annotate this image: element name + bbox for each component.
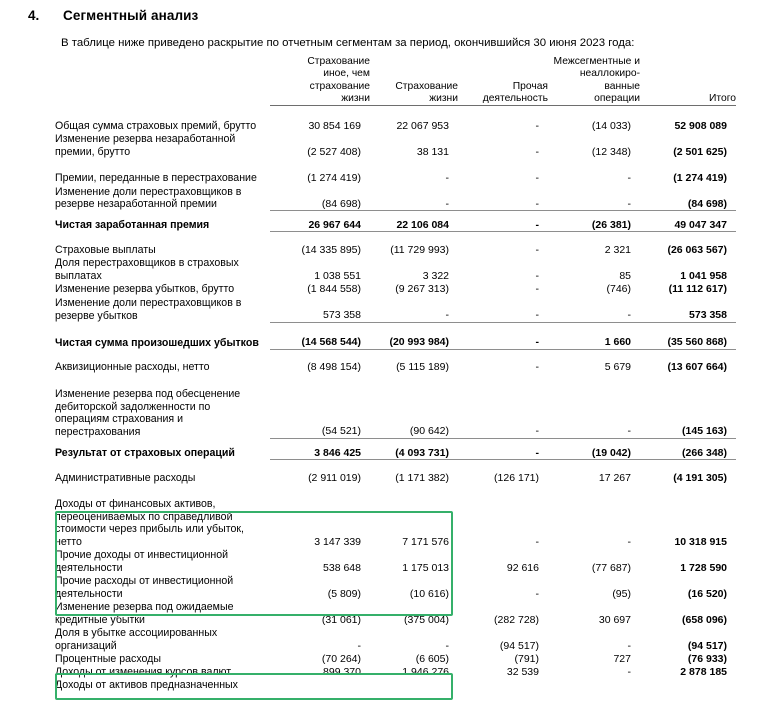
table-row <box>22 132 736 158</box>
table-row <box>22 106 736 133</box>
section-number: 4. <box>28 8 40 23</box>
row-value-c2: (4 093 731) <box>370 446 458 460</box>
row-value-c1: 899 370 <box>323 666 361 679</box>
row-label: Премии, переданные в перестрахование <box>55 171 257 184</box>
row-value-total: (16 520) <box>687 587 727 600</box>
header-col-1-l3: страхование <box>309 80 370 92</box>
row-value-c2: (375 004) <box>404 613 449 626</box>
row-label: Аквизиционные расходы, нетто <box>55 361 210 374</box>
row-label: Изменение доли перестраховщиков в резерве убытков <box>55 297 242 322</box>
table-row-highlighted <box>22 666 736 679</box>
row-value-c2: (10 616) <box>409 587 449 600</box>
row-label: Доходы от изменения курсов валют <box>55 666 232 679</box>
table-row-highlighted <box>22 484 736 548</box>
row-value-c1: 3 147 339 <box>314 535 361 548</box>
row-value-c1: (2 527 408) <box>307 145 361 158</box>
row-value-total: (658 096) <box>682 613 727 626</box>
row-label: Доходы от финансовых активов, переоцениваемых по справедливой стоимости через прибыль или убыток, нетто <box>55 497 244 548</box>
row-value-c2: (1 171 382) <box>395 471 449 484</box>
row-label: Административные расходы <box>55 471 196 484</box>
section-intro-text: В таблице ниже приведено раскрытие по отчетным сегментам за период, окончившийся 30 июня 2023 года: <box>61 37 635 49</box>
header-col-5 <box>640 56 736 106</box>
row-label: Доходы от активов предназначенных <box>55 679 238 692</box>
header-col-4-l4: операции <box>594 92 640 104</box>
row-value-total: 573 358 <box>640 296 736 323</box>
header-col-1-l2: иное, чем <box>323 68 370 80</box>
row-value-total: (2 501 625) <box>673 145 727 158</box>
header-col-4-l1: Межсегментные и <box>553 56 640 67</box>
row-value-c1: (70 264) <box>321 652 361 665</box>
row-value-c4: (19 042) <box>548 446 640 460</box>
table-row <box>22 374 736 439</box>
header-col-1-l4: жизни <box>341 92 370 104</box>
row-value-c1: 3 846 425 <box>270 446 370 460</box>
row-value-c3: - <box>535 171 539 184</box>
row-value-c4: 727 <box>613 652 631 665</box>
row-value-c4: - <box>627 171 631 184</box>
row-value-total: (1 274 419) <box>673 171 727 184</box>
row-label: Общая сумма страховых премий, брутто <box>55 119 257 132</box>
row-value-c1: - <box>357 639 361 652</box>
table-header-row <box>22 56 736 106</box>
row-value-c1: (54 521) <box>270 374 370 439</box>
table-row <box>22 243 736 256</box>
row-value-c2: - <box>445 171 449 184</box>
row-value-c2: (90 642) <box>370 374 458 439</box>
row-label: Изменение доли перестраховщиков в резерве незаработанной премии <box>55 185 242 211</box>
table-row-subtotal <box>22 322 736 349</box>
header-col-3-l2: деятельность <box>482 92 548 104</box>
row-label: Чистая сумма произошедших убытков <box>55 336 259 349</box>
row-value-total <box>640 679 736 692</box>
row-value-c3: - <box>535 119 539 132</box>
row-value-c3: - <box>535 587 539 600</box>
row-value-c4: 30 697 <box>598 613 631 626</box>
row-label: Изменение резерва убытков, брутто <box>55 283 235 296</box>
row-value-c3: 92 616 <box>506 561 539 574</box>
row-value-c2: 1 175 013 <box>402 561 449 574</box>
table-row-highlighted <box>22 548 736 574</box>
row-label: Изменение резерва под ожидаемые кредитные убытки <box>55 601 234 626</box>
row-value-c2: 22 106 084 <box>370 218 458 232</box>
spacer-row <box>22 232 736 244</box>
row-value-c3: - <box>535 283 539 296</box>
row-label: Чистая заработанная премия <box>55 219 210 232</box>
row-value-total: (266 348) <box>640 446 736 460</box>
row-value-c3: - <box>458 184 548 211</box>
row-value-c4: - <box>627 666 631 679</box>
row-value-c4: 2 321 <box>604 243 631 256</box>
row-value-c3: (94 517) <box>499 639 539 652</box>
header-col-2 <box>370 56 458 106</box>
row-value-c1: (1 844 558) <box>307 283 361 296</box>
table-row <box>22 361 736 374</box>
row-value-c3: - <box>535 243 539 256</box>
spacer-row <box>22 438 736 446</box>
table-row <box>22 626 736 652</box>
header-col-1-l1: Страхование <box>307 56 370 67</box>
row-value-total: (13 607 664) <box>667 361 727 374</box>
header-col-1 <box>270 56 370 106</box>
row-value-c2 <box>370 679 458 692</box>
row-value-c1: (8 498 154) <box>307 361 361 374</box>
row-value-c1: 30 854 169 <box>308 119 361 132</box>
header-col-5-l1: Итого <box>709 92 736 104</box>
row-label: Изменение резерва незаработанной премии, брутто <box>55 133 236 158</box>
row-value-c1: 26 967 644 <box>270 218 370 232</box>
row-value-c3: - <box>458 296 548 323</box>
row-value-c4: (14 033) <box>591 119 631 132</box>
row-value-c2: (5 115 189) <box>396 361 449 374</box>
header-col-4 <box>548 56 640 106</box>
row-value-c3: - <box>458 374 548 439</box>
row-value-c4: (746) <box>606 283 631 296</box>
row-value-total: (4 191 305) <box>673 471 727 484</box>
row-value-c4: 1 660 <box>548 322 640 349</box>
row-value-c1: (2 911 019) <box>308 471 361 484</box>
row-value-c3: (791) <box>514 652 539 665</box>
row-value-total: (76 933) <box>687 652 727 665</box>
table-row <box>22 652 736 665</box>
row-value-c4 <box>548 679 640 692</box>
spacer-row <box>22 460 736 472</box>
table-row <box>22 158 736 184</box>
row-value-c4: (77 687) <box>591 561 631 574</box>
table-row <box>22 257 736 283</box>
row-value-c3: - <box>458 446 548 460</box>
table-row <box>22 296 736 323</box>
row-value-c2: 7 171 576 <box>402 535 449 548</box>
row-label: Прочие расходы от инвестиционной деятельности <box>55 575 234 600</box>
row-value-c1: (5 809) <box>327 587 361 600</box>
row-value-c1 <box>270 679 370 692</box>
row-value-c1: (14 335 895) <box>301 243 361 256</box>
row-value-c1: (84 698) <box>270 184 370 211</box>
row-value-total: 49 047 347 <box>640 218 736 232</box>
row-value-c1: (31 061) <box>321 613 361 626</box>
row-value-c2: (6 605) <box>415 652 449 665</box>
row-value-c3 <box>458 679 548 692</box>
row-label: Доля перестраховщиков в страховых выплатах <box>55 257 239 282</box>
page-title: Сегментный анализ <box>63 8 199 23</box>
table-row-subtotal <box>22 446 736 460</box>
row-value-c3: - <box>458 322 548 349</box>
row-value-c2: (20 993 984) <box>370 322 458 349</box>
row-value-total: (145 163) <box>640 374 736 439</box>
row-value-c3: - <box>458 218 548 232</box>
row-value-total: 52 908 089 <box>674 119 727 132</box>
row-value-total: 10 318 915 <box>674 535 727 548</box>
row-value-c4: - <box>548 184 640 211</box>
row-label: Прочие доходы от инвестиционной деятельности <box>55 549 229 574</box>
row-value-c3: 32 539 <box>506 666 539 679</box>
row-value-total: 1 041 958 <box>680 269 727 282</box>
header-col-3 <box>458 56 548 106</box>
table-header <box>22 56 736 106</box>
row-value-c1: 573 358 <box>270 296 370 323</box>
table-row <box>22 600 736 626</box>
row-value-c2: - <box>445 639 449 652</box>
row-label: Страховые выплаты <box>55 243 156 256</box>
row-value-c4: (12 348) <box>591 145 631 158</box>
row-value-c3: - <box>535 535 539 548</box>
row-value-total: (26 063 567) <box>667 243 727 256</box>
row-value-total: (11 112 617) <box>668 283 727 296</box>
row-label: Результат от страховых операций <box>55 447 235 460</box>
row-value-total: 2 878 185 <box>680 666 727 679</box>
row-label: Доля в убытке ассоциированных организаций <box>55 627 218 652</box>
header-col-4-l3: ванные <box>604 80 640 92</box>
table-row <box>22 184 736 211</box>
row-value-c2: 38 131 <box>416 145 449 158</box>
row-value-c2: - <box>370 184 458 211</box>
row-value-c2: 1 946 276 <box>402 666 449 679</box>
row-value-c1: 1 038 551 <box>314 269 361 282</box>
row-value-c4: 17 267 <box>598 471 631 484</box>
row-value-c4: (95) <box>612 587 631 600</box>
header-col-2-l1: Страхование <box>395 80 458 92</box>
row-value-c3: (126 171) <box>494 471 539 484</box>
segment-analysis-table <box>22 56 736 692</box>
row-value-total: (94 517) <box>687 639 727 652</box>
header-label-cell <box>22 56 270 106</box>
row-value-c3: (282 728) <box>494 613 539 626</box>
row-value-total: (84 698) <box>640 184 736 211</box>
row-label: Процентные расходы <box>55 652 161 665</box>
row-value-c4: - <box>627 535 631 548</box>
row-value-total: (35 560 868) <box>640 322 736 349</box>
header-col-2-l2: жизни <box>429 92 458 104</box>
row-value-c1: 538 648 <box>323 561 361 574</box>
row-value-c2: (9 267 313) <box>395 283 449 296</box>
row-value-c4: 5 679 <box>604 361 631 374</box>
spacer-row <box>22 349 736 361</box>
row-value-c4: (26 381) <box>548 218 640 232</box>
row-value-c4: - <box>548 374 640 439</box>
row-value-c2: 22 067 953 <box>396 119 449 132</box>
row-value-c3: - <box>535 361 539 374</box>
spacer-row <box>22 211 736 219</box>
table-row-highlighted <box>22 574 736 600</box>
row-value-c1: (1 274 419) <box>307 171 361 184</box>
row-label: Изменение резерва под обесценение дебиторской задолженности по операциям страхования и перестрахования <box>55 388 241 438</box>
row-value-c2: (11 729 993) <box>390 243 449 256</box>
row-value-c4: 85 <box>619 269 631 282</box>
row-value-c4: - <box>548 296 640 323</box>
row-value-c4: - <box>627 639 631 652</box>
row-value-c3: - <box>535 145 539 158</box>
row-value-total: 1 728 590 <box>680 561 727 574</box>
header-col-4-l2: неаллокиро- <box>579 68 640 80</box>
section-heading <box>0 8 758 32</box>
table-row-subtotal <box>22 218 736 232</box>
table-row <box>22 283 736 296</box>
table-row <box>22 471 736 484</box>
row-value-c3: - <box>535 269 539 282</box>
table-row-cutoff <box>22 679 736 692</box>
row-value-c2: 3 322 <box>422 269 449 282</box>
header-col-3-l1: Прочая <box>512 80 548 92</box>
row-value-c2: - <box>370 296 458 323</box>
row-value-c1: (14 568 544) <box>270 322 370 349</box>
table-body <box>22 106 736 692</box>
